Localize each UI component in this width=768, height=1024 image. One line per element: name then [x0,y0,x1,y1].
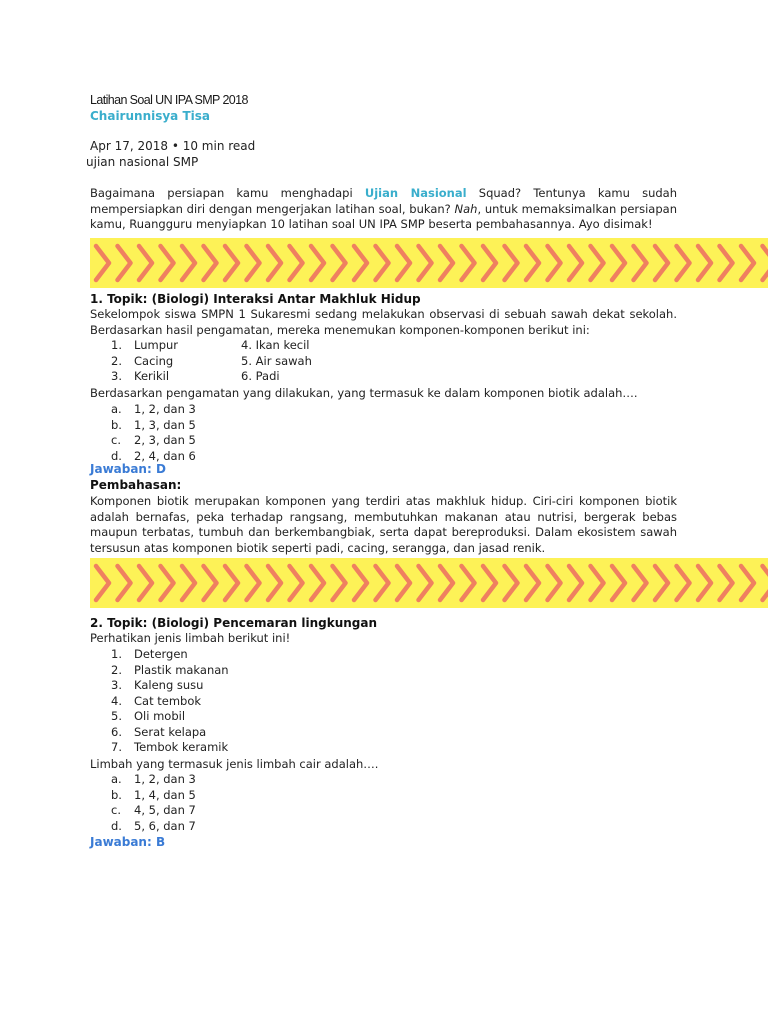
question-2-question: Limbah yang termasuk jenis limbah cair adalah…. [90,757,379,771]
question-2-options [111,772,196,834]
option-c: c. 4, 5, dan 7 [111,803,196,817]
intro-italic: Nah [454,201,478,216]
author-name[interactable]: Chairunnisya Tisa [90,109,210,123]
question-2-items [111,647,229,756]
question-1-stem: Sekelompok siswa SMPN 1 Sukaresmi sedang melakukan observasi di sebuah sawah dekat sekolah. Berdasarkan hasil pengamatan, mereka menemukan komponen-komponen berikut ini: [90,307,677,337]
document-title: Latihan Soal UN IPA SMP 2018 [90,93,248,107]
article-tag: ujian nasional SMP [86,155,199,169]
waste-item: 1. Detergen [111,647,188,661]
waste-item: 7. Tembok keramik [111,740,229,754]
waste-item: 6. Serat kelapa [111,724,207,739]
chevron-banner [90,558,768,608]
intro-text-before: Bagaimana persiapan kamu menghadapi [90,186,365,200]
option-b: b. 1, 4, dan 5 [111,787,196,802]
question-2-title: 2. Topik: (Biologi) Pencemaran lingkungan [90,616,378,630]
question-2-answer: Jawaban: B [90,835,166,849]
option-d: d. 5, 6, dan 7 [111,818,196,833]
component-row: 3. Kerikil 6. Padi [111,369,280,383]
waste-item: 5. Oli mobil [111,709,186,723]
question-1-options [111,402,196,464]
waste-item: 3. Kaleng susu [111,678,204,692]
question-2-stem: Perhatikan jenis limbah berikut ini! [90,631,291,645]
intro-text-end: , untuk memaksimalkan persiapan kamu, Ruangguru menyiapkan 10 latihan soal UN IPA SMP beserta pembahasannya. Ayo disimak! [90,201,677,231]
waste-item: 2. Plastik makanan [111,662,229,677]
chevron-pattern-graphic [90,558,768,608]
intro-paragraph [90,186,677,233]
question-1-components [111,338,312,385]
option-b: b. 1, 3, dan 5 [111,417,196,432]
option-c: c. 2, 3, dan 5 [111,433,196,447]
waste-item: 4. Cat tembok [111,693,202,708]
intro-text-after: Squad? Tentunya kamu sudah mempersiapkan diri dengan mengerjakan latihan soal, bukan? [90,186,678,216]
question-1-answer: Jawaban: D [90,462,166,476]
option-a: a. 1, 2, dan 3 [111,772,196,786]
ujian-nasional-link[interactable]: Ujian Nasional [364,186,467,200]
component-row: 2. Cacing 5. Air sawah [111,353,312,368]
chevron-banner [90,238,768,288]
chevron-pattern-graphic [90,238,768,288]
publish-date: Apr 17, 2018 • 10 min read [90,139,256,153]
option-a: a. 1, 2, dan 3 [111,402,196,416]
explanation-title: Pembahasan: [90,478,182,492]
component-row: 1. Lumpur 4. Ikan kecil [111,338,310,352]
option-d: d. 2, 4, dan 6 [111,448,196,463]
question-1-explanation: Komponen biotik merupakan komponen yang terdiri atas makhluk hidup. Ciri-ciri komponen biotik adalah bernafas, peka terhadap rangsang, membutuhkan makanan atau nutrisi, bergerak bebas maupun terbatas, tumbuh dan berkembangbiak, serta dapat bereproduksi. Dalam ekosistem sawah tersusun atas komponen biotik seperti padi, cacing, serangga, dan jasad renik. [90,494,677,555]
question-1-title: 1. Topik: (Biologi) Interaksi Antar Makhluk Hidup [90,292,421,306]
question-1-question: Berdasarkan pengamatan yang dilakukan, yang termasuk ke dalam komponen biotik adalah…. [90,386,638,400]
